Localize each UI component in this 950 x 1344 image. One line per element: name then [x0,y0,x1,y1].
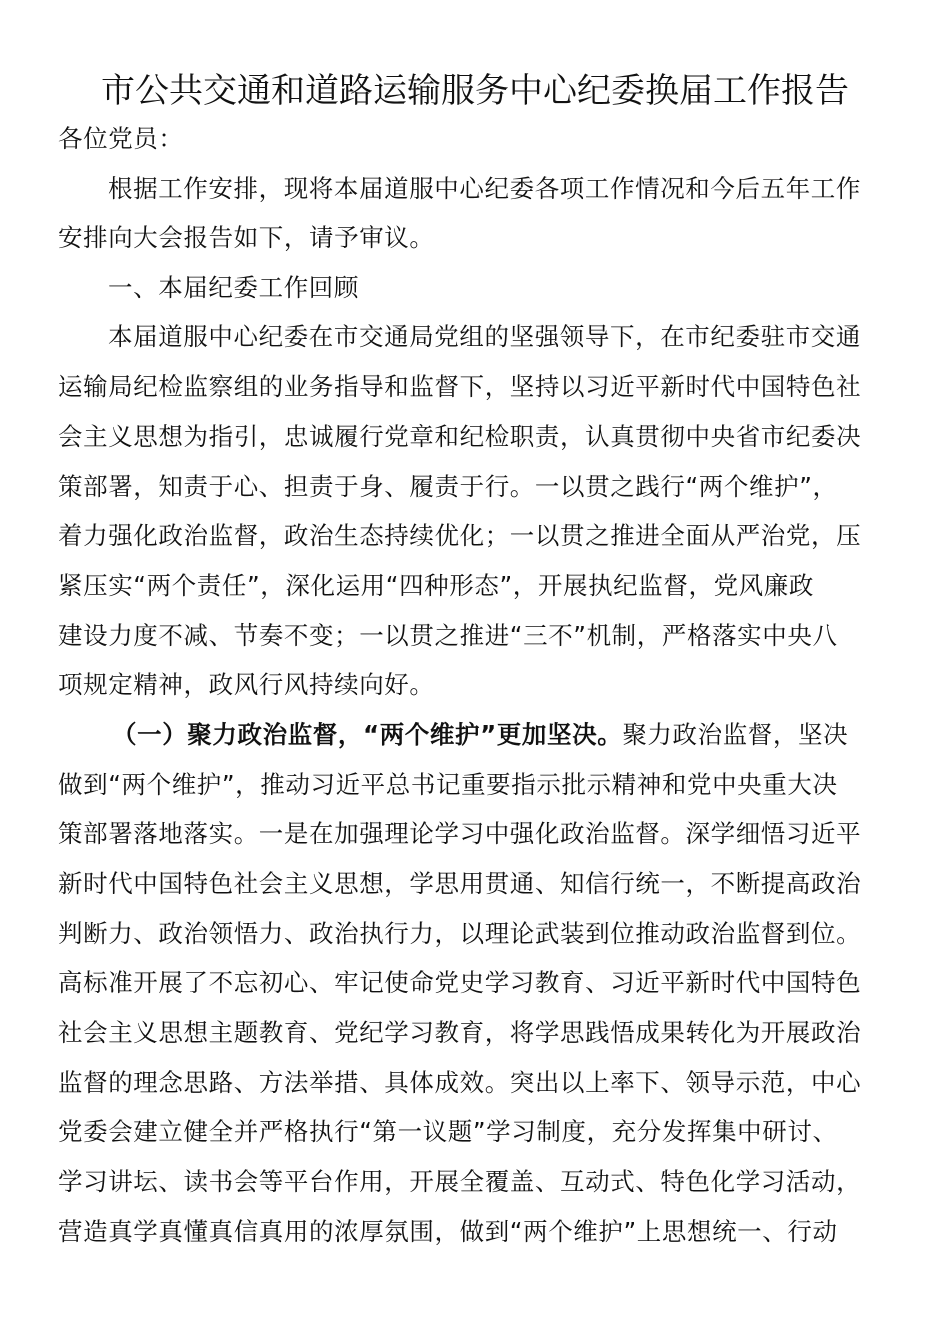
subsection1-line-7: 社会主义思想主题教育、党纪学习教育，将学思践悟成果转化为开展政治 [58,1018,862,1047]
section1-line-5: 着力强化政治监督，政治生态持续优化；一以贯之推进全面从严治党，压 [58,521,862,550]
subsection1-line-2: 做到“两个维护”，推动习近平总书记重要指示批示精神和党中央重大决 [58,770,838,799]
section1-line-4: 策部署，知责于心、担责于身、履责于行。一以贯之践行“两个维护”， [58,472,838,501]
section1-line-6: 紧压实“两个责任”，深化运用“四种形态”，开展执纪监督，党风廉政 [58,571,814,600]
subsection1-line-3: 策部署落地落实。一是在加强理论学习中强化政治监督。深学细悟习近平 [58,819,862,848]
document-title: 市公共交通和道路运输服务中心纪委换届工作报告 [101,71,849,111]
section1-line-2: 运输局纪检监察组的业务指导和监督下，坚持以习近平新时代中国特色社 [58,372,862,401]
subsection1-line-9: 党委会建立健全并严格执行“第一议题”学习制度，充分发挥集中研讨、 [58,1117,838,1146]
subsection1-first-line [112,718,882,752]
subsection1-line-4: 新时代中国特色社会主义思想，学思用贯通、知信行统一，不断提高政治 [58,869,862,898]
salutation: 各位党员： [58,124,184,153]
subsection1-line-10: 学习讲坛、读书会等平台作用，开展全覆盖、互动式、特色化学习活动， [58,1167,862,1196]
section-heading: 一、本届纪委工作回顾 [108,273,359,302]
subsection1-line-8: 监督的理念思路、方法举措、具体成效。突出以上率下、领导示范，中心 [58,1068,862,1097]
section1-line-3: 会主义思想为指引，忠诚履行党章和纪检职责，认真贯彻中央省市纪委决 [58,422,862,451]
intro-line-1: 根据工作安排，现将本届道服中心纪委各项工作情况和今后五年工作 [108,174,861,203]
section1-line-8: 项规定精神，政风行风持续向好。 [58,670,435,699]
subsection1-line-5: 判断力、政治领悟力、政治执行力，以理论武装到位推动政治监督到位。 [58,919,862,948]
section1-line-7: 建设力度不减、节奏不变；一以贯之推进“三不”机制，严格落实中央八 [58,621,838,650]
subsection1-line-6: 高标准开展了不忘初心、牢记使命党史学习教育、习近平新时代中国特色 [58,968,862,997]
section1-line-1: 本届道服中心纪委在市交通局党组的坚强领导下，在市纪委驻市交通 [108,322,861,351]
subsection1-heading: （一）聚力政治监督，“两个维护”更加坚决。 [112,720,623,749]
intro-line-2: 安排向大会报告如下，请予审议。 [58,223,435,252]
subsection1-line-11: 营造真学真懂真信真用的浓厚氛围，做到“两个维护”上思想统一、行动 [58,1217,838,1246]
subsection1-first-line-rest: 聚力政治监督，坚决 [622,720,849,749]
